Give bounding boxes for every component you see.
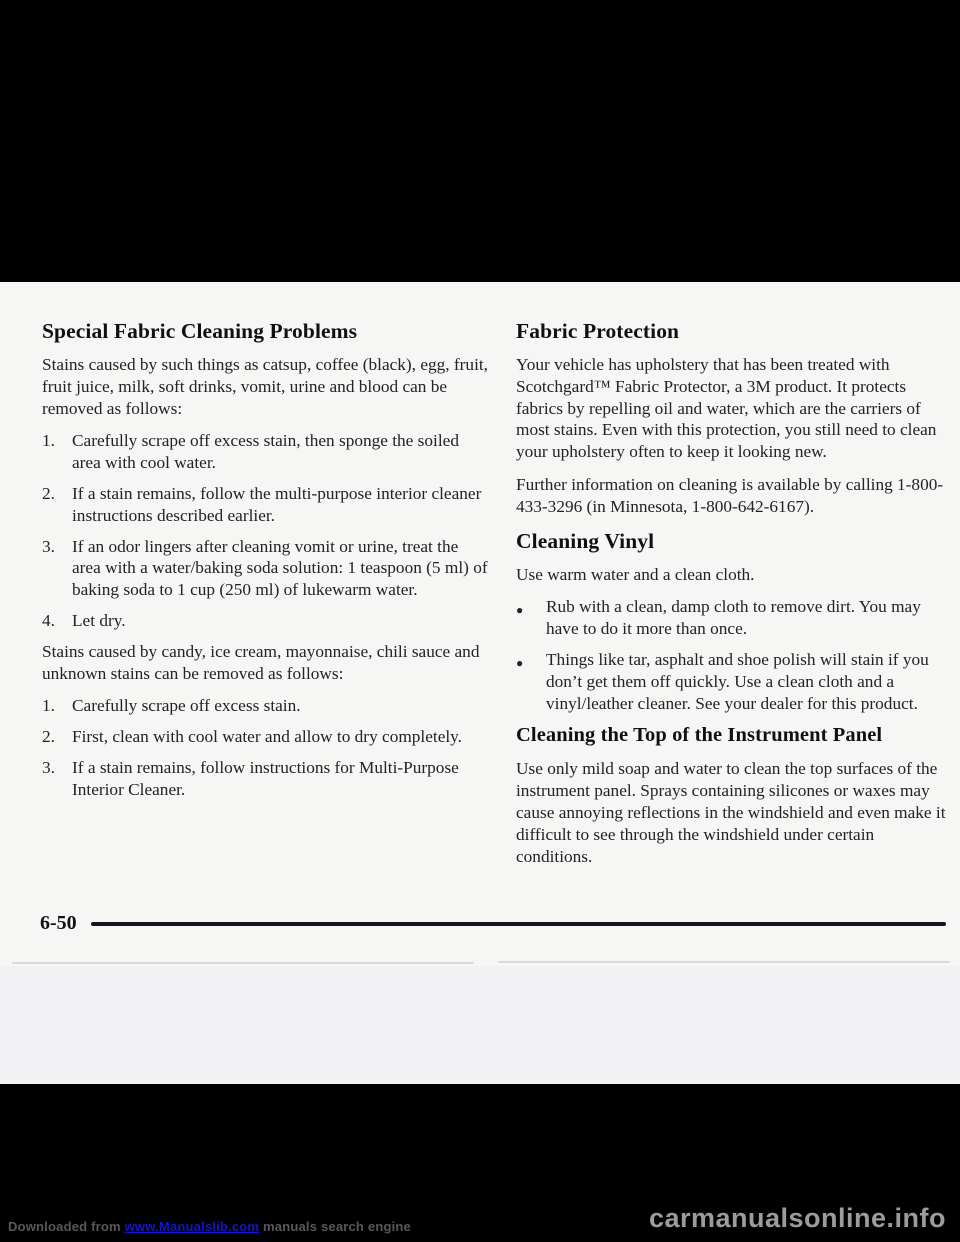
page-footer [40, 912, 946, 935]
paragraph-phone-numbers: Further information on cleaning is available by calling 1-800-433-3296 (in Minnesota, 1-800-642-6167). [516, 474, 944, 516]
credit-suffix: manuals search engine [259, 1219, 411, 1234]
paragraph-mild-soap: Use only mild soap and water to clean the top surfaces of the instrument panel. Sprays containing silicones or waxes may cause annoying reflections in the windshield and even make it difficult to see through the windshield under certain conditions. [516, 759, 946, 866]
top-black-band [0, 0, 960, 282]
item-number: 3. [42, 757, 55, 777]
item-text: If an odor lingers after cleaning vomit or urine, treat the area with a water/baking soda solution: 1 teaspoon (5 ml) of baking soda to 1 cup (250 ml) of lukewarm water. [72, 536, 488, 600]
bullet-icon: ● [516, 603, 524, 618]
item-text: Things like tar, asphalt and shoe polish will stain if you don’t get them off quickly. Use a clean cloth and a vinyl/leather cleaner. See your dealer for this product. [546, 649, 929, 713]
bullet-item [516, 649, 950, 714]
numbered-list-2 [42, 695, 492, 800]
bullet-icon: ● [516, 655, 524, 670]
page-footer-rule [91, 922, 946, 926]
section-heading-instrument-panel: Cleaning the Top of the Instrument Panel [516, 724, 883, 747]
credit-prefix: Downloaded from [8, 1219, 125, 1234]
item-number: 1. [42, 431, 55, 451]
list-item [42, 757, 492, 801]
item-number: 4. [42, 610, 55, 630]
item-number: 2. [42, 727, 55, 747]
item-number: 2. [42, 483, 55, 503]
list-item [42, 610, 492, 632]
paragraph-stains-candy: Stains caused by candy, ice cream, mayonnaise, chili sauce and unknown stains can be removed as follows: [42, 641, 480, 683]
section-heading-cleaning-vinyl: Cleaning Vinyl [516, 528, 655, 553]
scan-shadow-line [12, 962, 474, 964]
scanner-background [0, 966, 960, 1084]
list-item [42, 695, 492, 717]
right-column [516, 319, 950, 878]
numbered-list-1 [42, 430, 492, 631]
paragraph-stains-catsup: Stains caused by such things as catsup, coffee (black), egg, fruit, fruit juice, milk, soft drinks, vomit, urine and blood can be removed as follows: [42, 355, 488, 418]
manualslib-link[interactable]: www.Manualslib.com [124, 1219, 260, 1234]
list-item [42, 430, 492, 474]
manualslib-credit [8, 1219, 411, 1234]
item-text: Let dry. [72, 610, 126, 630]
item-text: If a stain remains, follow the multi-purpose interior cleaner instructions described earlier. [72, 483, 482, 525]
list-item [42, 483, 492, 527]
item-text: First, clean with cool water and allow to dry completely. [72, 727, 463, 747]
item-text: Carefully scrape off excess stain. [72, 696, 301, 716]
section-heading-special-fabric: Special Fabric Cleaning Problems [42, 319, 358, 343]
paragraph-scotchgard: Your vehicle has upholstery that has been treated with Scotchgard™ Fabric Protector, a 3M product. It protects fabrics by repelling oil and water, which are the carriers of most stains. Even with this protection, you still need to clean your upholstery often to keep it looking new. [516, 355, 937, 462]
left-column [42, 319, 492, 810]
list-item [42, 536, 492, 601]
item-number: 1. [42, 696, 55, 716]
item-number: 3. [42, 536, 55, 556]
section-heading-fabric-protection: Fabric Protection [516, 319, 680, 343]
item-text: Rub with a clean, damp cloth to remove dirt. You may have to do it more than once. [546, 597, 921, 639]
page-number: 6-50 [40, 912, 77, 934]
scan-shadow-line [498, 961, 950, 963]
bullet-item [516, 596, 950, 640]
item-text: If a stain remains, follow instructions for Multi-Purpose Interior Cleaner. [72, 757, 459, 799]
carmanuals-watermark: carmanualsonline.info [648, 1203, 946, 1233]
list-item [42, 726, 492, 748]
paragraph-warm-water: Use warm water and a clean cloth. [516, 564, 755, 584]
bullet-list [516, 596, 950, 714]
item-text: Carefully scrape off excess stain, then sponge the soiled area with cool water. [72, 431, 459, 473]
